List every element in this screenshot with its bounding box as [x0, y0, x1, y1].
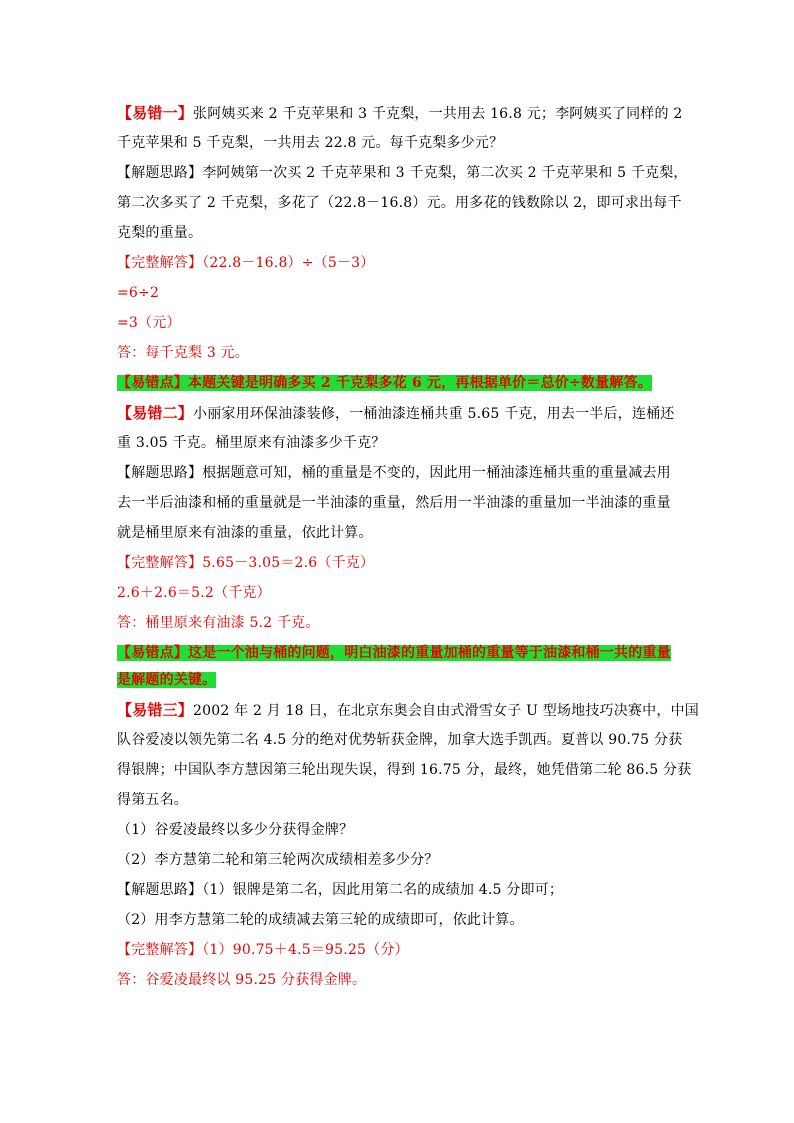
- problem-3-question-1: （1）谷爱凌最终以多少分获得金牌？: [117, 822, 354, 838]
- problem-2-line-1: [117, 398, 677, 428]
- problem-1-answer-line-1: [117, 248, 677, 278]
- problem-1-answer-line-2: =6÷2: [117, 285, 160, 301]
- problem-2-error-point-2: [117, 668, 677, 692]
- problem-1-line-2: 千克苹果和 5 千克梨，一共用去 22.8 元。每千克梨多少元？: [117, 135, 504, 151]
- problem-1-answer-1: （22.8－16.8）÷（5－3）: [202, 255, 375, 271]
- problem-1-tag: 【易错一】: [117, 104, 194, 122]
- problem-3-tag: 【易错三】: [117, 701, 194, 719]
- problem-3-think-line-2: （2）用李方慧第二轮的成绩减去第三轮的成绩即可，依此计算。: [117, 912, 524, 928]
- problem-2-reply: 答：桶里原来有油漆 5.2 千克。: [117, 615, 320, 631]
- error-tag: 【易错点】: [117, 375, 188, 391]
- problem-1-text-1: 张阿姨买来 2 千克苹果和 3 千克梨，一共用去 16.8 元；李阿姨买了同样的 2: [193, 106, 683, 122]
- problem-2-error-text-1: 这是一个油与桶的问题，明白油漆的重量加桶的重量等于油漆和桶一共的重量: [188, 645, 671, 661]
- problem-2-line-2: 重 3.05 千克。桶里原来有油漆多少千克？: [117, 435, 386, 451]
- problem-3-text-1: 2002 年 2 月 18 日，在北京东奥会自由式滑雪女子 U 型场地技巧决赛中，中国: [193, 703, 699, 719]
- problem-1-answer-line-3: =3（元）: [117, 315, 181, 331]
- problem-3-think-line-1: [117, 875, 677, 905]
- error-tag: 【易错点】: [117, 645, 188, 661]
- problem-2-answer-line-2: 2.6＋2.6＝5.2（千克）: [117, 585, 271, 601]
- document-page: [117, 98, 699, 995]
- problem-1-think-line-3: 克梨的重量。: [117, 225, 203, 241]
- think-tag: 【解题思路】: [117, 465, 203, 481]
- problem-2-think-line-3: 就是桶里原来有油漆的重量，依此计算。: [117, 525, 373, 541]
- problem-2-think-1: 根据题意可知，桶的重量是不变的，因此用一桶油漆连桶共重的重量减去用: [202, 465, 671, 481]
- problem-1-think-1: 李阿姨第一次买 2 千克苹果和 3 千克梨，第二次买 2 千克苹果和 5 千克梨，: [202, 165, 688, 181]
- problem-3-line-1: [117, 695, 699, 725]
- problem-2-think-line-1: [117, 458, 677, 488]
- problem-3-answer-1: （1）90.75＋4.5＝95.25（分）: [202, 942, 409, 958]
- problem-2-answer-1: 5.65－3.05＝2.6（千克）: [202, 555, 375, 571]
- problem-2-text-1: 小丽家用环保油漆装修，一桶油漆连桶共重 5.65 千克，用去一半后，连桶还: [193, 406, 675, 422]
- think-tag: 【解题思路】: [117, 165, 203, 181]
- problem-1-error-point: [117, 371, 677, 395]
- problem-2-tag: 【易错二】: [117, 404, 194, 422]
- problem-3-line-2: 队谷爱凌以领先第二名 4.5 分的绝对优势斩获金牌，加拿大选手凯西。夏普以 90.75 分获: [117, 732, 683, 748]
- problem-2-error-point-1: [117, 641, 677, 665]
- problem-2-think-line-2: 去一半后油漆和桶的重量就是一半油漆的重量，然后用一半油漆的重量加一半油漆的重量: [117, 495, 671, 511]
- think-tag: 【解题思路】: [117, 882, 203, 898]
- problem-3-reply: 答：谷爱凌最终以 95.25 分获得金牌。: [117, 972, 367, 988]
- problem-1-line-1: [117, 98, 683, 128]
- problem-2-answer-line-1: [117, 548, 677, 578]
- problem-3-answer-line-1: [117, 935, 677, 965]
- answer-tag: 【完整解答】: [117, 942, 203, 958]
- problem-1-think-line-2: 第二次多买了 2 千克梨，多花了（22.8－16.8）元。用多花的钱数除以 2，即可求出每千: [117, 195, 682, 211]
- problem-1-think-line-1: [117, 158, 688, 188]
- problem-2-error-text-2: 是解题的关键。: [117, 672, 217, 688]
- problem-3-line-3: 得银牌；中国队李方慧因第三轮出现失误，得到 16.75 分，最终，她凭借第二轮 86.5 分获: [117, 762, 692, 778]
- answer-tag: 【完整解答】: [117, 555, 203, 571]
- problem-3-line-4: 得第五名。: [117, 792, 188, 808]
- problem-1-error-text: 本题关键是明确多买 2 千克梨多花 6 元，再根据单价＝总价÷数量解答。: [188, 375, 652, 391]
- problem-1-reply: 答：每千克梨 3 元。: [117, 345, 250, 361]
- problem-3-question-2: （2）李方慧第二轮和第三轮两次成绩相差多少分？: [117, 852, 439, 868]
- problem-3-think-1: （1）银牌是第二名，因此用第二名的成绩加 4.5 分即可；: [202, 882, 564, 898]
- answer-tag: 【完整解答】: [117, 255, 203, 271]
